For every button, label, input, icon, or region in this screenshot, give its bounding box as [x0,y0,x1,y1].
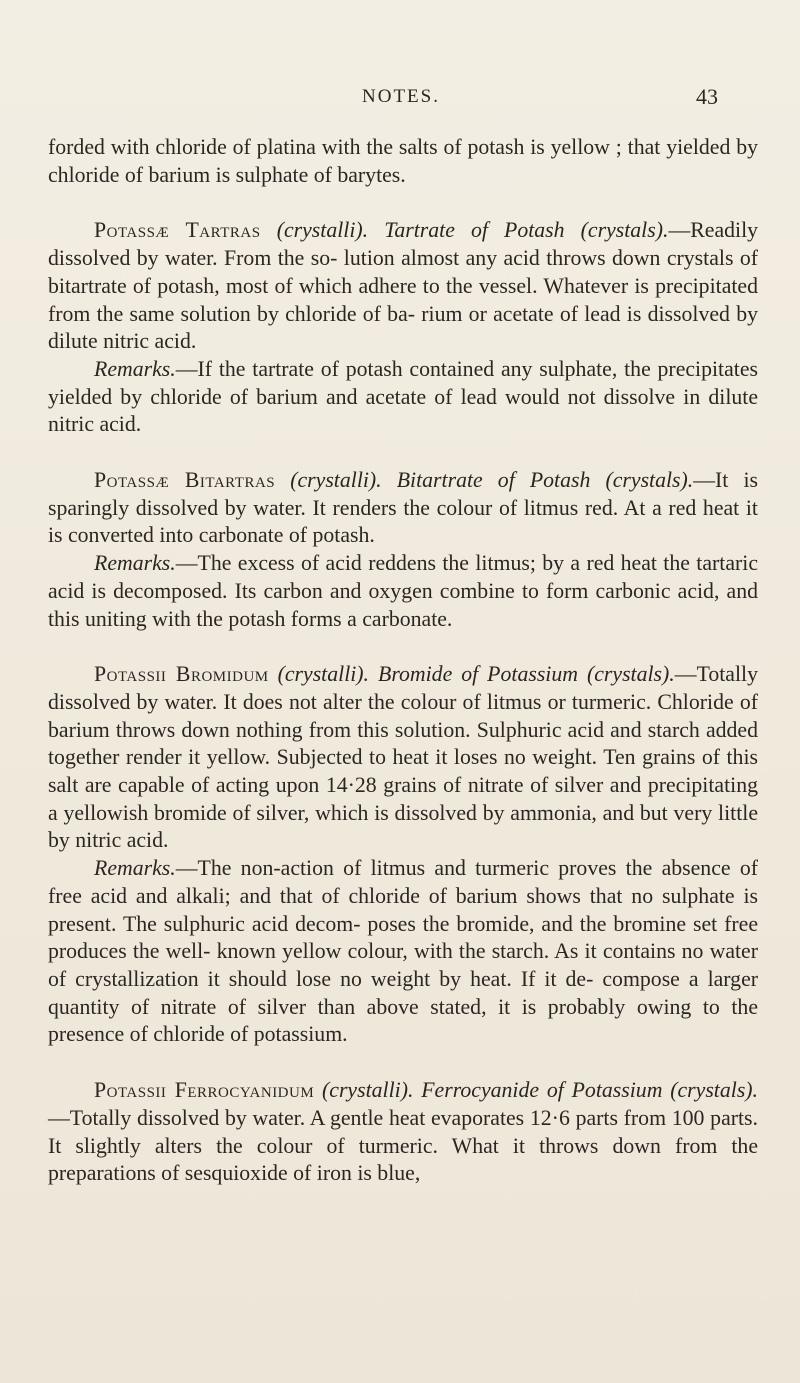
entry-latin: (crystalli). [290,468,382,493]
remarks-label: Remarks. [94,856,176,881]
entry-potassae-bitartras [48,467,758,550]
entry-body: —Totally dissolved by water. A gentle heat evaporates 12·6 parts from 100 parts. It slightly alters the colour of turmeric. What it throws down from the preparations of sesquioxide of iron is blue, [48,1105,758,1186]
body-text [48,134,758,1188]
entry-english: Tartrate of Potash (crystals). [384,218,669,243]
running-head: NOTES. [362,86,440,107]
remarks-tartrate [48,356,758,439]
paragraph-continuation [48,134,758,189]
remarks-label: Remarks. [94,356,176,381]
remarks-body: —The non-action of litmus and turmeric proves the absence of free acid and alkali; and that of chloride of barium shows that no sulphate is present. The sulphuric acid decom- poses the bromide, and the bromine set free produces the well- known yellow colour, with the starch. As it contains no water of crystallization it should lose no weight by heat. If it de- compose a larger quantity of nitrate of silver than above stated, it is probably owing to the presence of chloride of potassium. [48,856,758,1047]
remarks-body: —If the tartrate of potash contained any sulphate, the precipitates yielded by chloride of barium and acetate of lead would not dissolve in dilute nitric acid. [48,356,758,437]
entry-latin: (crystalli). [322,1078,414,1103]
entry-body: —It is sparingly dissolved by water. It renders the colour of litmus red. At a red heat it is converted into carbonate of potash. [48,468,758,548]
page-number: 43 [696,84,718,109]
entry-heading: Potassii Ferrocyanidum [94,1078,315,1103]
entry-body: —Totally dissolved by water. It does not alter the colour of litmus or turmeric. Chloride of barium throws down nothing from this solution. Sulphuric acid and starch added together render it yellow. Subjected to heat it loses no weight. Ten grains of this salt are capable of acting upon 14·28 grains of nitrate of silver and precipitating a yellowish bromide of silver, which is dissolved by ammonia, and but very little by nitric acid. [48,662,758,853]
entry-heading: Potassii Bromidum [94,662,269,687]
entry-potassii-bromidum [48,661,758,855]
entry-potassae-tartras [48,217,758,356]
entry-english: Ferrocyanide of Potassium (crystals). [421,1078,759,1103]
entry-english: Bromide of Potassium (crystals). [378,662,675,687]
page-header [56,86,746,116]
entry-heading: Potassæ Tartras [94,218,261,243]
remarks-label: Remarks. [94,551,176,576]
paragraph-text: forded with chloride of platina with the salts of potash is yellow ; that yielded by chloride of barium is sulphate of barytes. [48,135,758,187]
entry-latin: (crystalli). [276,218,369,243]
remarks-body: —The excess of acid reddens the litmus; by a red heat the tartaric acid is decomposed. Its carbon and oxygen combine to form carbonic acid, and this uniting with the potash forms a carbonate. [48,551,758,631]
entry-heading: Potassæ Bitartras [94,468,276,493]
entry-latin: (crystalli). [277,662,370,687]
remarks-bitartrate [48,550,758,633]
entry-body: —Readily dissolved by water. From the so- lution almost any acid throws down crystals of bitartrate of potash, most of which adhere to the vessel. Whatever is precipitated from the same solution by chloride of ba- rium or acetate of lead is dissolved by dilute nitric acid. [48,218,759,354]
entry-potassii-ferrocyanidum [48,1077,758,1188]
entry-english: Bitartrate of Potash (crystals). [396,468,694,493]
remarks-bromide [48,855,758,1049]
